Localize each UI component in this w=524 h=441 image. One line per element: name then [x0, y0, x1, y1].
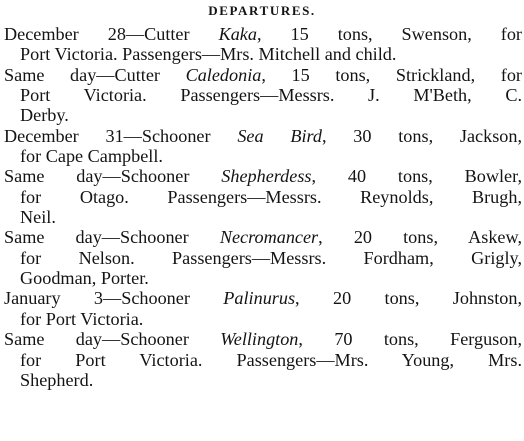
- vessel-name: Shepherdess: [221, 166, 312, 187]
- entry-line: [4, 227, 522, 247]
- vessel-name: Necromancer: [219, 227, 319, 248]
- entry-line: [4, 126, 522, 146]
- vessel-name: Wellington: [220, 329, 299, 350]
- entry-line: Goodman, Porter.: [20, 268, 149, 289]
- entry-line: [4, 288, 522, 308]
- departure-entry: [4, 166, 522, 227]
- entry-tonnage-and-master: , 20 tons, Johnston,: [295, 288, 522, 309]
- departure-entry: [4, 65, 522, 126]
- vessel-name: Kaka: [218, 24, 257, 44]
- entry-tonnage-and-master: , 40 tons, Bowler,: [311, 166, 522, 187]
- vessel-name: Caledonia: [185, 64, 262, 85]
- entry-tonnage-and-master: , 15 tons, Swenson, for: [256, 24, 522, 44]
- departure-entry: [4, 24, 522, 65]
- departure-entry: [4, 227, 522, 288]
- entry-line: Derby.: [20, 105, 69, 126]
- departures-list: [4, 24, 522, 390]
- departure-entry: [4, 126, 522, 167]
- entry-tonnage-and-master: , 30 tons, Jackson,: [322, 125, 523, 146]
- entry-line: [4, 65, 522, 85]
- entry-date-and-vessel-type: December 28—Cutter: [4, 24, 219, 44]
- entry-date-and-vessel-type: Same day—Schooner: [4, 329, 221, 350]
- entry-line: [4, 166, 522, 186]
- vessel-name: Palinurus: [223, 288, 296, 309]
- entry-line: for Otago. Passengers—Messrs. Reynolds, Brugh,: [20, 186, 522, 207]
- entry-date-and-vessel-type: Same day—Schooner: [4, 227, 220, 248]
- entry-line: Neil.: [20, 207, 56, 228]
- departure-entry: [4, 329, 522, 390]
- departure-entry: [4, 288, 522, 329]
- entry-tonnage-and-master: , 20 tons, Askew,: [318, 227, 522, 248]
- entry-line: for Nelson. Passengers—Messrs. Fordham, Grigly,: [20, 247, 522, 268]
- entry-line: [4, 329, 522, 349]
- entry-date-and-vessel-type: December 31—Schooner: [4, 125, 238, 146]
- entry-date-and-vessel-type: Same day—Cutter: [4, 64, 186, 85]
- section-heading: DEPARTURES.: [208, 3, 316, 18]
- vessel-name: Sea Bird: [237, 125, 322, 146]
- entry-tonnage-and-master: , 15 tons, Strickland, for: [261, 64, 522, 85]
- entry-line: for Port Victoria. Passengers—Mrs. Young, Mrs.: [20, 349, 522, 370]
- entry-line: Port Victoria. Passengers—Mrs. Mitchell and child.: [20, 44, 397, 65]
- entry-line: for Cape Campbell.: [20, 146, 163, 167]
- entry-line: Shepherd.: [20, 369, 94, 390]
- entry-tonnage-and-master: , 70 tons, Ferguson,: [298, 329, 522, 350]
- entry-line: [4, 24, 522, 44]
- entry-date-and-vessel-type: Same day—Schooner: [4, 166, 222, 187]
- entry-date-and-vessel-type: January 3—Schooner: [4, 288, 224, 309]
- entry-line: Port Victoria. Passengers—Messrs. J. M'Beth, C.: [20, 85, 522, 106]
- entry-line: for Port Victoria.: [20, 308, 144, 329]
